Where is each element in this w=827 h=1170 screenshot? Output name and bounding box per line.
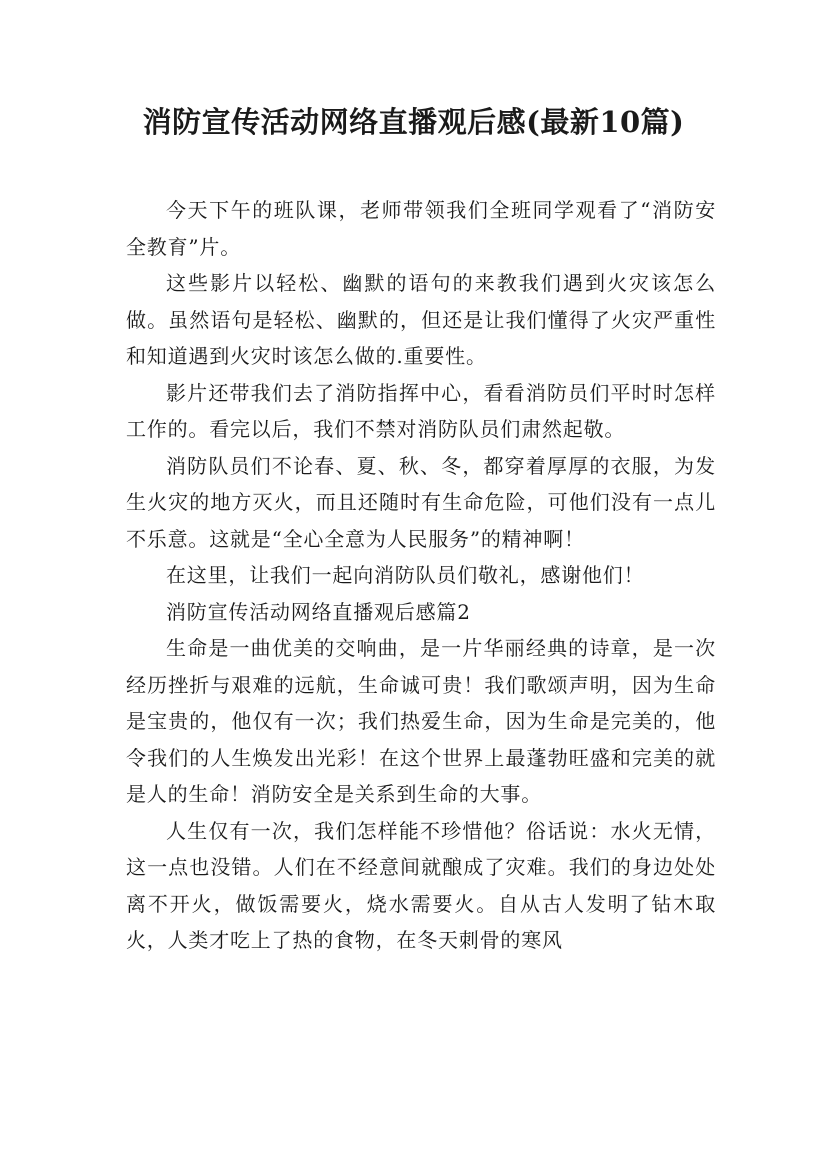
document-title: 消防宣传活动网络直播观后感(最新10篇) — [142, 105, 685, 139]
paragraph: 人生仅有一次，我们怎样能不珍惜他？俗话说：水火无情，这一点也没错。人们在不经意间就酿成了灾难。我们的身边处处离不开火，做饭需要火，烧水需要火。自从古人发明了钻木取火，人类才吃上了热的食物，在冬天刺骨的寒风 — [126, 818, 716, 952]
paragraph: 在这里，让我们一起向消防队员们敬礼，感谢他们！ — [166, 563, 645, 587]
paragraph: 这些影片以轻松、幽默的语句的来教我们遇到火灾该怎么做。虽然语句是轻松、幽默的，但还是让我们懂得了火灾严重性和知道遇到火灾时该怎么做的.重要性。 — [126, 271, 716, 368]
paragraph: 生命是一曲优美的交响曲，是一片华丽经典的诗章，是一次经历挫折与艰难的远航，生命诚可贵！我们歌颂声明，因为生命是宝贵的，他仅有一次；我们热爱生命，因为生命是完美的，他令我们的人生焕发出光彩！在这个世界上最蓬勃旺盛和完美的就是人的生命！消防安全是关系到生命的大事。 — [126, 636, 716, 806]
section-heading: 消防宣传活动网络直播观后感篇2 — [166, 599, 471, 624]
document-body — [126, 192, 716, 959]
paragraph: 消防队员们不论春、夏、秋、冬，都穿着厚厚的衣服，为发生火灾的地方灭火，而且还随时有生命危险，可他们没有一点儿不乐意。这就是“全心全意为人民服务”的精神啊！ — [126, 453, 716, 551]
paragraph: 今天下午的班队课，老师带领我们全班同学观看了“消防安全教育”片。 — [126, 198, 716, 259]
paragraph: 影片还带我们去了消防指挥中心，看看消防员们平时时怎样工作的。看完以后，我们不禁对消防队员们肃然起敬。 — [126, 380, 716, 441]
